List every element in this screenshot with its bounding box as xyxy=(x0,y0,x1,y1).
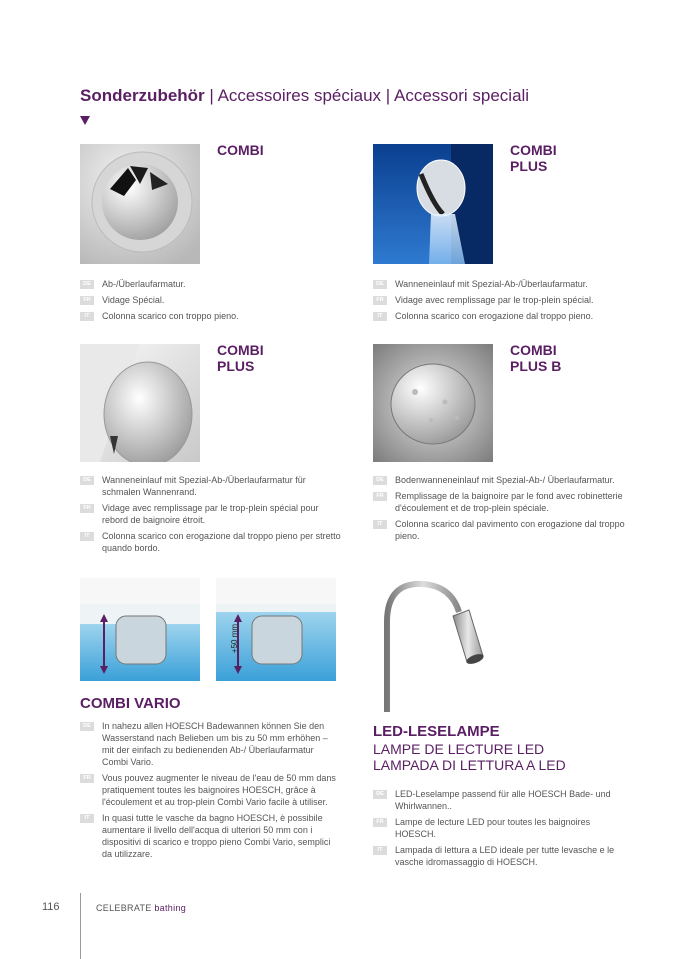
desc-text: Bodenwanneneinlauf mit Spezial-Ab-/ Überlaufarmatur. xyxy=(395,475,615,485)
lang-badge-it: IT xyxy=(373,312,387,321)
lang-badge-de: DE xyxy=(373,280,387,289)
desc-text: In quasi tutte le vasche da bagno HOESCH, è possibile aumentare il livello dell'acqua di ulteriori 50 mm con i dispositivi di scarico e troppo pieno Combi Vario, semplici da utilizzare. xyxy=(102,813,331,859)
lang-badge-de: DE xyxy=(373,476,387,485)
title-line: PLUS xyxy=(217,358,255,374)
title-line: COMBI xyxy=(510,342,557,358)
desc-row-fr xyxy=(373,816,633,840)
combi-plus-b-description xyxy=(373,474,633,546)
lang-badge-fr: FR xyxy=(80,296,94,305)
vario-measure-label: +50 mm xyxy=(230,623,240,654)
combi-vario-description xyxy=(80,720,342,864)
desc-row-it xyxy=(80,530,342,554)
combi-plus-narrow-title xyxy=(217,342,264,374)
lang-badge-de: DE xyxy=(373,790,387,799)
combi-plus-b-image xyxy=(373,344,493,462)
combi-vario-image-high xyxy=(216,578,336,681)
desc-row-it xyxy=(373,518,633,542)
desc-row-fr xyxy=(80,772,342,808)
desc-row-fr xyxy=(80,502,342,526)
desc-text: Colonna scarico con erogazione dal troppo pieno per stretto quando bordo. xyxy=(102,531,341,553)
desc-text: Colonna scarico dal pavimento con erogazione dal troppo pieno. xyxy=(395,519,625,541)
desc-text: LED-Leselampe passend für alle HOESCH Bade- und Whirlwannen.. xyxy=(395,789,611,811)
lang-badge-de: DE xyxy=(80,722,94,731)
brand-prefix: CELEBRATE xyxy=(96,903,152,913)
desc-row-it xyxy=(373,310,633,322)
desc-row-de xyxy=(80,720,342,768)
combi-plus-title xyxy=(510,142,557,174)
desc-row-fr xyxy=(373,294,633,306)
desc-text: Vidage avec remplissage par le trop-plein spécial pour rebord de baignoire étroit. xyxy=(102,503,319,525)
section-title-translations: | Accessoires spéciaux | Accessori speciali xyxy=(204,86,530,105)
lang-badge-fr: FR xyxy=(373,296,387,305)
combi-plus-description xyxy=(373,278,633,326)
title-line: PLUS xyxy=(510,158,548,174)
section-title-de: Sonderzubehör xyxy=(80,86,205,105)
combi-plus-narrow-description xyxy=(80,474,342,558)
led-subtitle-it: LAMPADA DI LETTURA A LED xyxy=(373,757,566,773)
desc-text: Vous pouvez augmenter le niveau de l'eau de 50 mm dans pratiquement toutes les baignoires HOESCH, grâce à l'écoulement et au trop-plein Combi Vario facile à utiliser. xyxy=(102,773,336,807)
led-subtitles xyxy=(373,741,566,773)
title-line: COMBI xyxy=(217,142,264,158)
lang-badge-it: IT xyxy=(373,846,387,855)
combi-vario-image-low xyxy=(80,578,200,681)
title-line: COMBI xyxy=(510,142,557,158)
desc-text: Ab-/Überlaufarmatur. xyxy=(102,279,186,289)
lang-badge-fr: FR xyxy=(80,774,94,783)
footer-divider xyxy=(80,893,81,959)
brand-accent: bathing xyxy=(154,903,187,913)
desc-row-de xyxy=(373,474,633,486)
desc-text: Lampe de lecture LED pour toutes les baignoires HOESCH. xyxy=(395,817,591,839)
lang-badge-it: IT xyxy=(373,520,387,529)
lang-badge-fr: FR xyxy=(373,818,387,827)
combi-vario-title xyxy=(80,696,181,712)
triangle-down-icon xyxy=(80,116,90,125)
desc-row-de xyxy=(80,474,342,498)
section-title xyxy=(80,86,529,106)
desc-row-it xyxy=(373,844,633,868)
desc-row-it xyxy=(80,310,350,322)
lang-badge-de: DE xyxy=(80,280,94,289)
combi-plus-image xyxy=(373,144,493,264)
lang-badge-de: DE xyxy=(80,476,94,485)
desc-row-fr xyxy=(373,490,633,514)
lang-badge-fr: FR xyxy=(373,492,387,501)
lang-badge-it: IT xyxy=(80,312,94,321)
led-subtitle-fr: LAMPE DE LECTURE LED xyxy=(373,741,545,757)
desc-text: Vidage Spécial. xyxy=(102,295,165,305)
desc-text: Colonna scarico con erogazione dal troppo pieno. xyxy=(395,311,594,321)
combi-title xyxy=(217,142,264,158)
combi-plus-narrow-image xyxy=(80,344,200,462)
desc-row-de xyxy=(373,278,633,290)
desc-row-de xyxy=(80,278,350,290)
led-lamp-image xyxy=(373,572,513,712)
title-line: LED-LESELAMPE xyxy=(373,723,500,740)
page-number: 116 xyxy=(42,901,60,913)
led-description xyxy=(373,788,633,872)
led-title xyxy=(373,724,500,740)
desc-text: Wanneneinlauf mit Spezial-Ab-/Überlaufarmatur für schmalen Wannenrand. xyxy=(102,475,306,497)
desc-text: Wanneneinlauf mit Spezial-Ab-/Überlaufarmatur. xyxy=(395,279,588,289)
lang-badge-fr: FR xyxy=(80,504,94,513)
desc-row-fr xyxy=(80,294,350,306)
desc-row-it xyxy=(80,812,342,860)
desc-text: Colonna scarico con troppo pieno. xyxy=(102,311,239,321)
lang-badge-it: IT xyxy=(80,814,94,823)
combi-image xyxy=(80,144,200,264)
title-line: COMBI xyxy=(217,342,264,358)
title-line: COMBI VARIO xyxy=(80,695,181,712)
desc-text: Remplissage de la baignoire par le fond avec robinetterie d'écoulement et de trop-plein spéciale. xyxy=(395,491,623,513)
footer-brand xyxy=(96,903,186,913)
desc-text: Lampada di lettura a LED ideale per tutte levasche e le vasche idromassaggio di HOESCH. xyxy=(395,845,615,867)
combi-plus-b-title xyxy=(510,342,561,374)
combi-description xyxy=(80,278,350,326)
lang-badge-it: IT xyxy=(80,532,94,541)
desc-text: Vidage avec remplissage par le trop-plein spécial. xyxy=(395,295,594,305)
desc-row-de xyxy=(373,788,633,812)
title-line: PLUS B xyxy=(510,358,562,374)
desc-text: In nahezu allen HOESCH Badewannen können Sie den Wasserstand nach Belieben um bis zu 50 mm erhöhen – mit der einfach zu bedienenden Ab-/ Überlaufarmatur Combi Vario. xyxy=(102,721,328,767)
